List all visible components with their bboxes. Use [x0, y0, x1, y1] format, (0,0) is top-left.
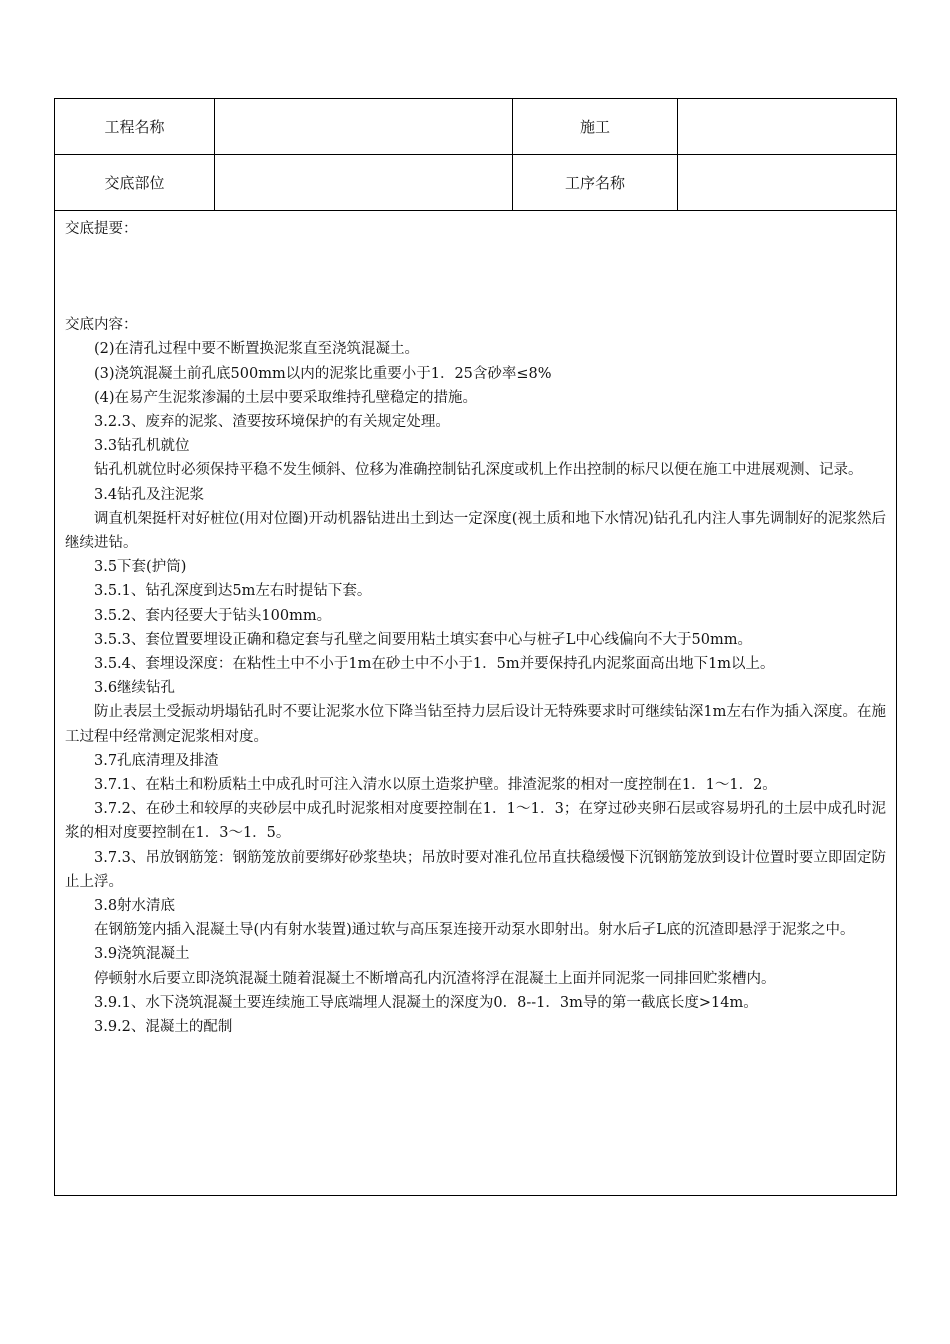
paragraph: (4)在易产生泥浆渗漏的土层中要采取维持孔壁稳定的措施。 [94, 389, 478, 406]
content-area [65, 217, 886, 1039]
paragraph: 防止表层土受振动坍塌钻孔时不要让泥浆水位下降当钻至持力层后设计无特殊要求时可继续钻深1m左右作为插入深度。在施工过程中经常测定泥浆相对度。 [65, 704, 886, 745]
process-name-label: 工序名称 [513, 155, 678, 210]
summary-label: 交底提要： [65, 221, 138, 237]
paragraph: 3.5.4、套埋设深度：在粘性土中不小于1m在砂土中不小于1．5m并要保持孔内泥浆面高出地下1m以上。 [94, 656, 775, 673]
section-heading: 3.5下套(护筒) [94, 559, 187, 576]
section-heading: 3.8射水清底 [94, 898, 176, 915]
paragraph: 3.9.2、混凝土的配制 [94, 1019, 233, 1036]
handover-part-value [215, 155, 513, 210]
handover-part-label: 交底部位 [55, 155, 215, 210]
paragraph: 3.7.3、吊放钢筋笼：钢筋笼放前要绑好砂浆垫块；吊放时要对准孔位吊直扶稳缓慢下沉钢筋笼放到设计位置时要立即固定防止上浮。 [65, 849, 886, 890]
paragraph: 3.5.1、钻孔深度到达5m左右时提钻下套。 [94, 583, 372, 600]
paragraph: 3.7.2、在砂土和较厚的夹砂层中成孔时泥浆相对度要控制在1．1～1．3；在穿过砂夹卵石层或容易坍孔的土层中成孔时泥浆的相对度要控制在1．3～1．5。 [65, 801, 886, 842]
paragraph: 3.9.1、水下浇筑混凝土要连续施工导底端埋人混凝土的深度为0．8--1．3m导的第一截底长度>14m。 [94, 994, 758, 1011]
paragraph: (3)浇筑混凝土前孔底500mm以内的泥浆比重要小于1．25含砂率≤8% [94, 365, 552, 382]
paragraph: 停顿射水后要立即浇筑混凝土随着混凝土不断增高孔内沉渣将浮在混凝土上面并同泥浆一同排回贮浆槽内。 [94, 970, 776, 987]
paragraph: 3.2.3、废弃的泥浆、渣要按环境保护的有关规定处理。 [94, 414, 450, 431]
section-heading: 3.3钻孔机就位 [94, 438, 190, 455]
section-heading: 3.6继续钻孔 [94, 680, 176, 697]
paragraph: 3.7.1、在粘土和粉质粘土中成孔时可注入清水以原土造浆护壁。排渣泥浆的相对一度控制在1．1～1．2。 [94, 777, 777, 794]
project-name-value [215, 99, 513, 154]
header-row-1 [55, 99, 896, 155]
header-row-2 [55, 155, 896, 211]
project-name-label: 工程名称 [55, 99, 215, 154]
process-name-value [678, 155, 896, 210]
section-heading: 3.9浇筑混凝土 [94, 946, 190, 963]
content-label: 交底内容： [65, 317, 138, 334]
paragraph: (2)在清孔过程中要不断置换泥浆直至浇筑混凝土。 [94, 341, 420, 358]
handover-form [54, 98, 897, 1196]
paragraph: 调直机架挺杆对好桩位(用对位圈)开动机器钻进出土到达一定深度(视土质和地下水情况)钻孔孔内注人事先调制好的泥浆然后继续进钻。 [65, 510, 886, 552]
section-heading: 3.4钻孔及注泥浆 [94, 486, 205, 503]
paragraph: 3.5.3、套位置要埋设正确和稳定套与孔壁之间要用粘土填实套中心与桩孑L中心线偏向不大于50mm。 [94, 631, 752, 648]
paragraph: 钻孔机就位时必须保持平稳不发生倾斜、位移为准确控制钻孔深度或机上作出控制的标尺以便在施工中进展观测、记录。 [94, 462, 863, 479]
section-heading: 3.7孔底清理及排渣 [94, 752, 219, 769]
construction-value [678, 99, 896, 154]
paragraph: 3.5.2、套内径要大于钻头100mm。 [94, 607, 332, 624]
paragraph: 在钢筋笼内插入混凝土导(内有射水装置)通过软与高压泵连接开动泵水即射出。射水后孑L底的沉渣即悬浮于泥浆之中。 [94, 922, 855, 939]
content-paragraphs [65, 337, 886, 1039]
construction-label: 施工 [513, 99, 678, 154]
summary-space [65, 241, 886, 313]
